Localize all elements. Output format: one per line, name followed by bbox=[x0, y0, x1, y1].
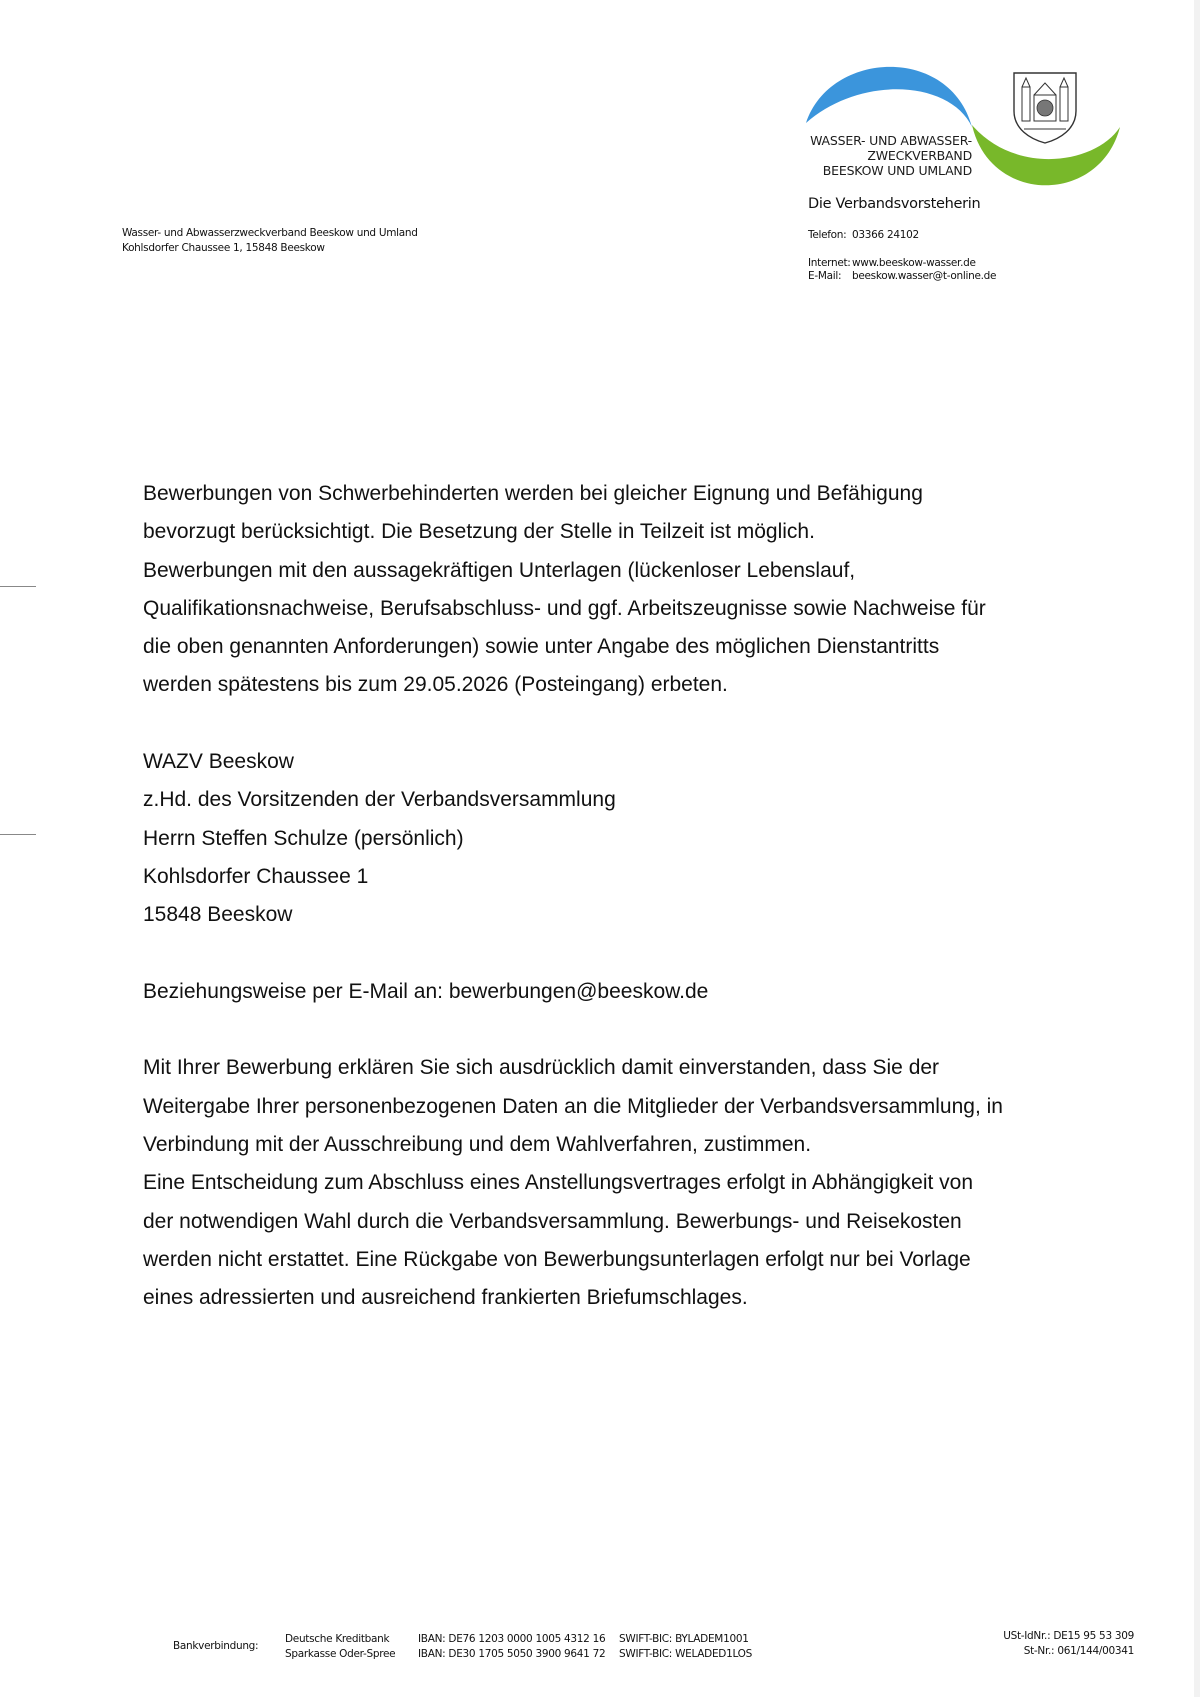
body-line: Bewerbungen mit den aussagekräftigen Unterlagen (lückenloser Lebenslauf, bbox=[143, 558, 856, 582]
email-value[interactable]: beeskow.wasser@t-online.de bbox=[852, 270, 997, 282]
email-label: E-Mail: bbox=[808, 270, 842, 282]
fold-mark-lower bbox=[0, 834, 36, 835]
return-address-line-2: Kohlsdorfer Chaussee 1, 15848 Beeskow bbox=[122, 242, 325, 254]
body-line: die oben genannten Anforderungen) sowie unter Angabe des möglichen Dienstantritts bbox=[143, 635, 940, 659]
bic-list: SWIFT-BIC: BYLADEM1001 SWIFT-BIC: WELADED1LOS bbox=[619, 1633, 752, 1660]
logo-wordmark bbox=[806, 133, 972, 178]
sender-title: Die Verbandsvorsteherin bbox=[808, 196, 981, 212]
address-line: Kohlsdorfer Chaussee 1 bbox=[143, 864, 369, 888]
email-instruction: Beziehungsweise per E-Mail an: bewerbungen@beeskow.de bbox=[143, 979, 709, 1003]
address-line: 15848 Beeskow bbox=[143, 903, 293, 927]
bank-label: Bankverbindung: bbox=[173, 1640, 259, 1652]
logo-line-1: WASSER- UND ABWASSER- bbox=[810, 133, 972, 148]
phone-line bbox=[808, 229, 919, 241]
logo-line-3: BEESKOW UND UMLAND bbox=[822, 163, 972, 178]
letter-body bbox=[143, 475, 1083, 1318]
internet-label: Internet: bbox=[808, 257, 851, 269]
body-line: Qualifikationsnachweise, Berufsabschluss- und ggf. Arbeitszeugnisse sowie Nachweise für bbox=[143, 596, 986, 620]
iban-list: IBAN: DE76 1203 0000 1005 4312 16 IBAN: DE30 1705 5050 3900 9641 72 bbox=[418, 1633, 606, 1660]
body-line: bevorzugt berücksichtigt. Die Besetzung der Stelle in Teilzeit ist möglich. bbox=[143, 520, 815, 544]
paragraph-gap bbox=[143, 705, 1083, 743]
phone-label: Telefon: bbox=[808, 229, 847, 241]
logo-wave-graphic bbox=[800, 55, 1130, 205]
address-line: z.Hd. des Vorsitzenden der Verbandsversammlung bbox=[143, 788, 616, 812]
tax-ids: USt-IdNr.: DE15 95 53 309 St-Nr.: 061/144/00341 bbox=[1003, 1630, 1134, 1657]
body-line: werden nicht erstattet. Eine Rückgabe von Bewerbungsunterlagen erfolgt nur bei Vorlage bbox=[143, 1247, 971, 1271]
logo-line-2: ZWECKVERBAND bbox=[867, 148, 972, 163]
page-edge bbox=[1194, 0, 1200, 1697]
return-address-line-1: Wasser- und Abwasserzweckverband Beeskow und Umland bbox=[122, 227, 418, 239]
body-line: Bewerbungen von Schwerbehinderten werden bei gleicher Eignung und Befähigung bbox=[143, 482, 923, 505]
paragraph-gap bbox=[143, 1011, 1083, 1049]
body-line: Verbindung mit der Ausschreibung und dem Wahlverfahren, zustimmen. bbox=[143, 1133, 812, 1157]
phone-value: 03366 24102 bbox=[852, 229, 919, 241]
address-line: WAZV Beeskow bbox=[143, 750, 294, 774]
paragraph-gap bbox=[143, 935, 1083, 973]
body-line: der notwendigen Wahl durch die Verbandsversammlung. Bewerbungs- und Reisekosten bbox=[143, 1209, 962, 1233]
fold-mark-upper bbox=[0, 586, 36, 587]
coat-of-arms-icon bbox=[1014, 73, 1076, 143]
body-line: Weitergabe Ihrer personenbezogenen Daten an die Mitglieder der Verbandsversammlung, in bbox=[143, 1094, 1003, 1118]
bank-names: Deutsche Kreditbank Sparkasse Oder-Spree bbox=[285, 1633, 396, 1660]
email-line-header bbox=[808, 270, 996, 282]
internet-line bbox=[808, 257, 976, 269]
body-line: werden spätestens bis zum 29.05.2026 (Posteingang) erbeten. bbox=[143, 673, 728, 697]
body-line: eines adressierten und ausreichend frankierten Briefumschlages. bbox=[143, 1286, 748, 1310]
body-line: Eine Entscheidung zum Abschluss eines Anstellungsvertrages erfolgt in Abhängigkeit von bbox=[143, 1171, 974, 1195]
internet-value[interactable]: www.beeskow-wasser.de bbox=[852, 257, 976, 269]
organization-logo bbox=[800, 55, 1130, 205]
return-address bbox=[122, 226, 418, 256]
body-line: Mit Ihrer Bewerbung erklären Sie sich ausdrücklich damit einverstanden, dass Sie der bbox=[143, 1056, 940, 1080]
address-line: Herrn Steffen Schulze (persönlich) bbox=[143, 826, 464, 850]
